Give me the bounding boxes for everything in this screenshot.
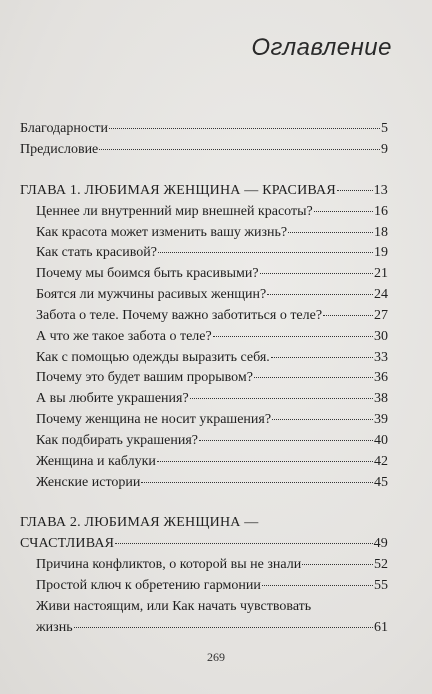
toc-entry-preface [20,141,388,158]
toc-item [36,224,388,241]
dot-leader [260,273,373,274]
toc-item-line1: Живи настоящим, или Как начать чувствовать [36,599,312,614]
toc-item [36,577,388,594]
dot-leader [314,211,373,212]
page-number: 269 [207,650,225,664]
toc-item-page: 21 [374,266,388,281]
toc-item-page: 36 [374,370,388,385]
dot-leader [302,564,373,565]
toc-item [36,390,388,407]
toc-item [36,556,388,573]
chapter-2-title-line1: ГЛАВА 2. ЛЮБИМАЯ ЖЕНЩИНА — [20,515,259,530]
dot-leader [115,543,372,544]
toc-item-title: Женские истории [36,475,141,490]
toc-entry-title: Предисловие [20,142,99,157]
toc-item-title: Простой ключ к обретению гармонии [36,578,261,593]
toc-item [36,474,388,491]
toc-item-title: Почему это будет вашим прорывом? [36,370,253,385]
toc-item [36,307,388,324]
dot-leader [272,419,373,420]
toc-item-title: жизнь [36,620,73,635]
toc-entry-acknowledgements [20,120,388,137]
toc-item [36,411,388,428]
toc-item-page: 39 [374,412,388,427]
toc-item [36,286,388,303]
toc-item [36,244,388,261]
toc-item-page: 27 [374,308,388,323]
dot-leader [99,149,380,150]
toc-entry-page: 9 [381,142,388,157]
dot-leader [267,294,373,295]
dot-leader [262,585,373,586]
dot-leader [337,190,373,191]
dot-leader [141,482,373,483]
toc-item-page: 24 [374,287,388,302]
toc-item-title: Ценнее ли внутренний мир внешней красоты? [36,204,313,219]
dot-leader [213,336,373,337]
toc-item-title: Забота о теле. Почему важно заботиться о теле? [36,308,323,323]
chapter-title: ГЛАВА 1. ЛЮБИМАЯ ЖЕНЩИНА — КРАСИВАЯ [20,183,336,198]
toc-item-page: 42 [374,454,388,469]
toc-item-title: Причина конфликтов, о которой вы не знали [36,557,302,572]
toc-item [36,453,388,470]
toc-item [36,369,388,386]
dot-leader [271,357,373,358]
chapter-page: 49 [373,536,388,551]
toc-item-title: А вы любите украшения? [36,391,189,406]
page-title: Оглавление [251,34,392,61]
toc-item-page: 16 [374,204,388,219]
toc-item-page: 38 [374,391,388,406]
dot-leader [323,315,373,316]
toc-item-page: 18 [374,225,388,240]
dot-leader [254,377,373,378]
toc-item-title: А что же такое забота о теле? [36,329,212,344]
dot-leader [74,627,373,628]
toc-item-page: 30 [374,329,388,344]
toc-item-title: Как стать красивой? [36,245,157,260]
toc-item-title: Почему женщина не носит украшения? [36,412,272,427]
chapter-title: СЧАСТЛИВАЯ [20,536,115,551]
toc-item [36,349,388,366]
toc-item-page: 19 [374,245,388,260]
dot-leader [158,252,373,253]
toc-item-title: Как с помощью одежды выразить себя. [36,350,270,365]
toc-item-page: 55 [374,578,388,593]
toc-item-title: Женщина и каблуки [36,454,156,469]
toc-item-page: 61 [374,620,388,635]
dot-leader [190,398,373,399]
toc-chapter-2 [20,535,388,552]
toc-item-title: Почему мы боимся быть красивыми? [36,266,259,281]
toc-item-page: 40 [374,433,388,448]
toc-entry-page: 5 [381,121,388,136]
toc-item [36,203,388,220]
toc-item [36,328,388,345]
toc-item-page: 33 [374,350,388,365]
toc-item-title: Боятся ли мужчины расивых женщин? [36,287,267,302]
toc-chapter-1 [20,182,388,199]
toc-item-page: 45 [374,475,388,490]
dot-leader [157,461,373,462]
dot-leader [288,232,373,233]
toc-item [36,432,388,449]
toc-item [36,265,388,282]
toc-item-page: 52 [374,557,388,572]
toc-entry-title: Благодарности [20,121,109,136]
toc-item-title: Как красота может изменить вашу жизнь? [36,225,288,240]
toc-item [36,619,388,636]
chapter-page: 13 [373,183,388,198]
dot-leader [199,440,373,441]
toc-item-title: Как подбирать украшения? [36,433,198,448]
dot-leader [109,128,380,129]
